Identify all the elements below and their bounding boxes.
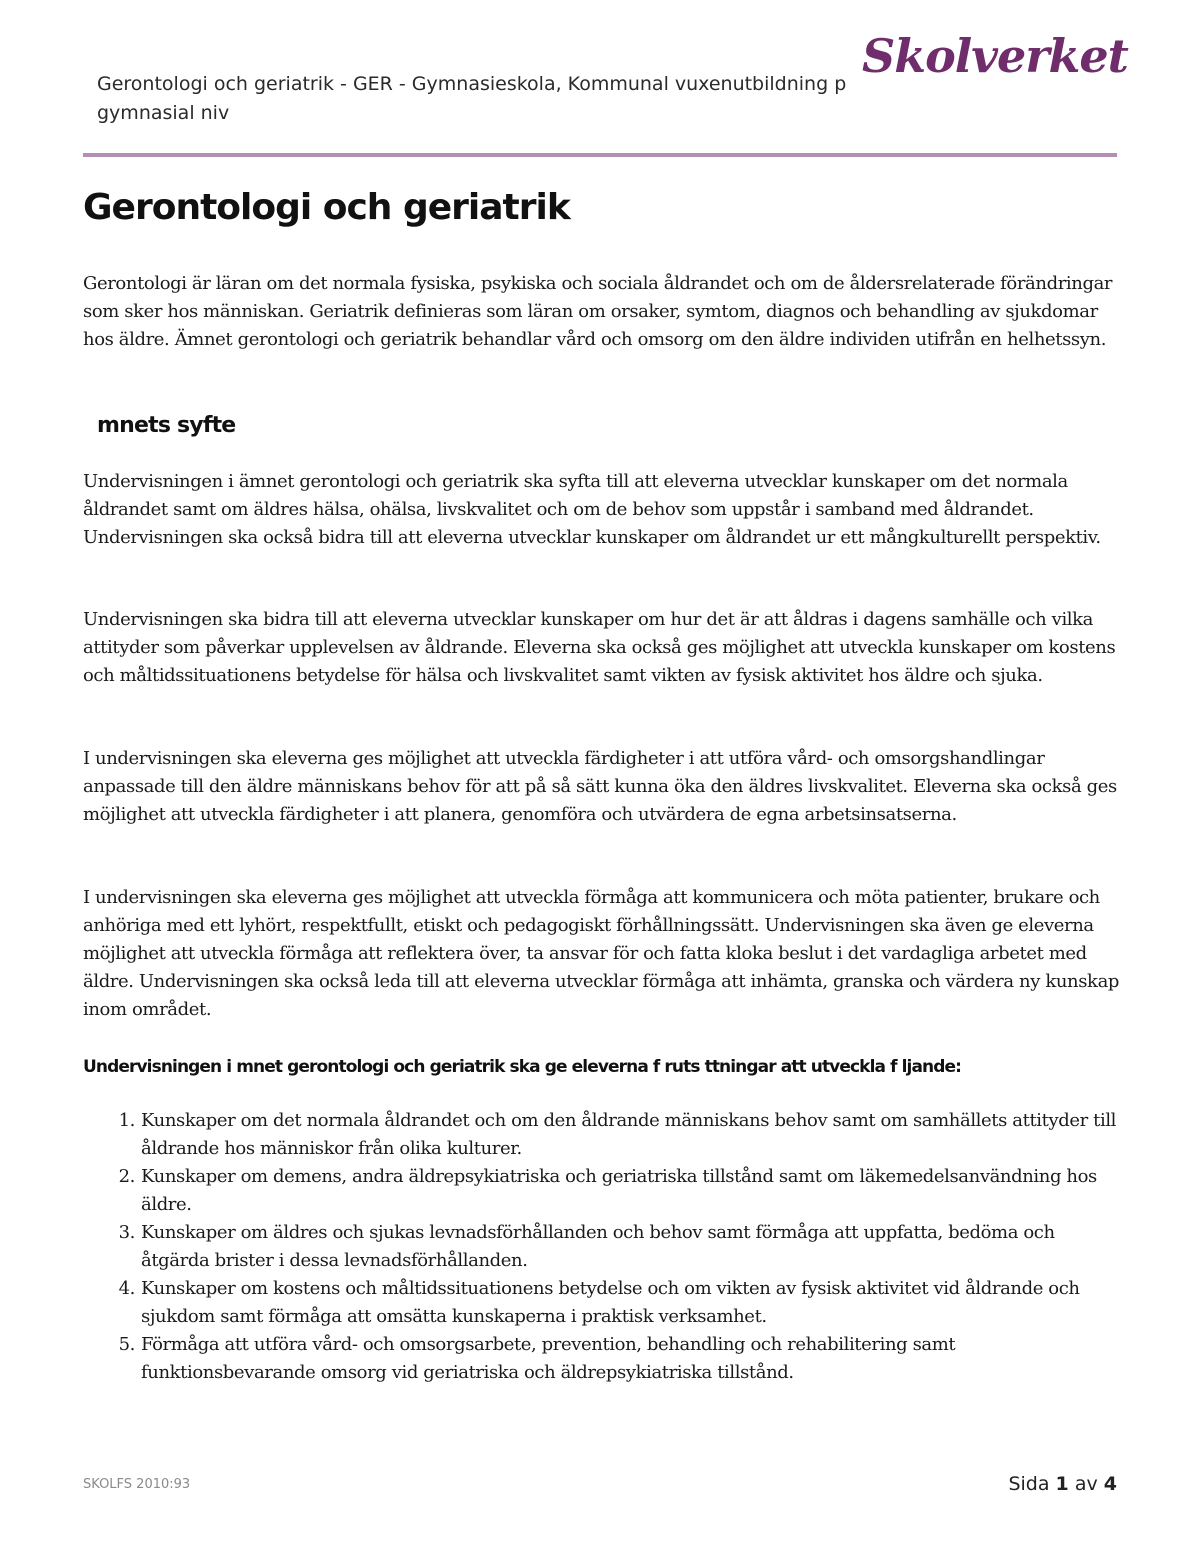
list-item-text: Kunskaper om äldres och sjukas levnadsförhållanden och behov samt förmåga att uppfatta, bedöma och åtgärda brister i dessa levnadsförhållanden. (141, 1222, 1055, 1271)
list-item (83, 1331, 1123, 1387)
page-indicator (1008, 1470, 1117, 1498)
page-label: Sida (1008, 1473, 1050, 1495)
page-total: 4 (1103, 1473, 1117, 1495)
list-item (83, 1107, 1123, 1163)
list-item-text: Kunskaper om kostens och måltidssituationens betydelse och om vikten av fysisk aktivitet vid åldrande och sjukdom samt förmåga att omsätta kunskaperna i praktisk verksamhet. (141, 1278, 1080, 1327)
page-of-label: av (1074, 1473, 1098, 1495)
list-item (83, 1163, 1123, 1219)
purpose-heading: mnets syfte (97, 413, 236, 438)
purpose-paragraph-2 (83, 606, 1123, 690)
header-divider (83, 153, 1117, 157)
regulation-code: SKOLFS 2010:93 (83, 1477, 191, 1492)
list-item-number: 2. (118, 1166, 135, 1187)
purpose-text: Undervisningen ska bidra till att eleverna utvecklar kunskaper om hur det är att åldras i dagens samhälle och vilka attityder som påverkar upplevelsen av åldrande. Eleverna ska också ges möjlighet att utveckla kunskaper om kostens och måltidssituationens betydelse för hälsa och livskvalitet samt vikten av fysisk aktivitet hos äldre och sjuka. (83, 609, 1116, 686)
purpose-text: I undervisningen ska eleverna ges möjlighet att utveckla förmåga att kommunicera och möta patienter, brukare och anhöriga med ett lyhört, respektfullt, etiskt och pedagogiskt förhållningssätt. Undervisningen ska även ge eleverna möjlighet att utveckla förmåga att reflektera över, ta ansvar för och fatta kloka beslut i det vardagliga arbetet med äldre. Undervisningen ska också leda till att eleverna utvecklar förmåga att inhämta, granska och värdera ny kunskap inom området. (83, 887, 1120, 1020)
list-item (83, 1275, 1123, 1331)
list-item-number: 4. (118, 1278, 135, 1299)
skolverket-logo: Skolverket (862, 29, 1128, 83)
document-subject-line: Gerontologi och geriatrik - GER - Gymnasieskola, Kommunal vuxenutbildning p gymnasial niv (97, 73, 847, 124)
purpose-paragraph-4 (83, 884, 1123, 1024)
list-item-number: 5. (118, 1334, 135, 1355)
list-item-text: Förmåga att utföra vård- och omsorgsarbete, prevention, behandling och rehabilitering samt funktionsbevarande omsorg vid geriatriska och äldrepsykiatriska tillstånd. (141, 1334, 956, 1383)
list-item-text: Kunskaper om det normala åldrandet och om den åldrande människans behov samt om samhällets attityder till åldrande hos människor från olika kulturer. (141, 1110, 1117, 1159)
intro-paragraph (83, 270, 1123, 354)
list-item-text: Kunskaper om demens, andra äldrepsykiatriska och geriatriska tillstånd samt om läkemedelsanvändning hos äldre. (141, 1166, 1097, 1215)
list-item-number: 1. (118, 1110, 135, 1131)
purpose-paragraph-3 (83, 745, 1123, 829)
page-current: 1 (1055, 1473, 1069, 1495)
page-title: Gerontologi och geriatrik (83, 187, 570, 228)
purpose-text: I undervisningen ska eleverna ges möjlighet att utveckla färdigheter i att utföra vård- och omsorgshandlingar anpassade till den äldre människans behov för att på så sätt kunna öka den äldres livskvalitet. Eleverna ska också ges möjlighet att utveckla färdigheter i att planera, genomföra och utvärdera de egna arbetsinsatserna. (83, 748, 1117, 825)
purpose-paragraph-1 (83, 468, 1123, 552)
goals-list (83, 1107, 1123, 1387)
intro-text: Gerontologi är läran om det normala fysiska, psykiska och sociala åldrandet och om de åldersrelaterade förändringar som sker hos människan. Geriatrik definieras som läran om orsaker, symtom, diagnos och behandling av sjukdomar hos äldre. Ämnet gerontologi och geriatrik behandlar vård och omsorg om den äldre individen utifrån en helhetssyn. (83, 273, 1113, 350)
list-item (83, 1219, 1123, 1275)
goals-intro: Undervisningen i mnet gerontologi och geriatrik ska ge eleverna f ruts ttningar att utveckla f ljande: (83, 1057, 962, 1077)
list-item-number: 3. (118, 1222, 135, 1243)
purpose-text: Undervisningen i ämnet gerontologi och geriatrik ska syfta till att eleverna utvecklar kunskaper om det normala åldrandet samt om äldres hälsa, ohälsa, livskvalitet och om de behov som uppstår i samband med åldrandet. Undervisningen ska också bidra till att eleverna utvecklar kunskaper om åldrandet ur ett mångkulturellt perspektiv. (83, 471, 1101, 548)
